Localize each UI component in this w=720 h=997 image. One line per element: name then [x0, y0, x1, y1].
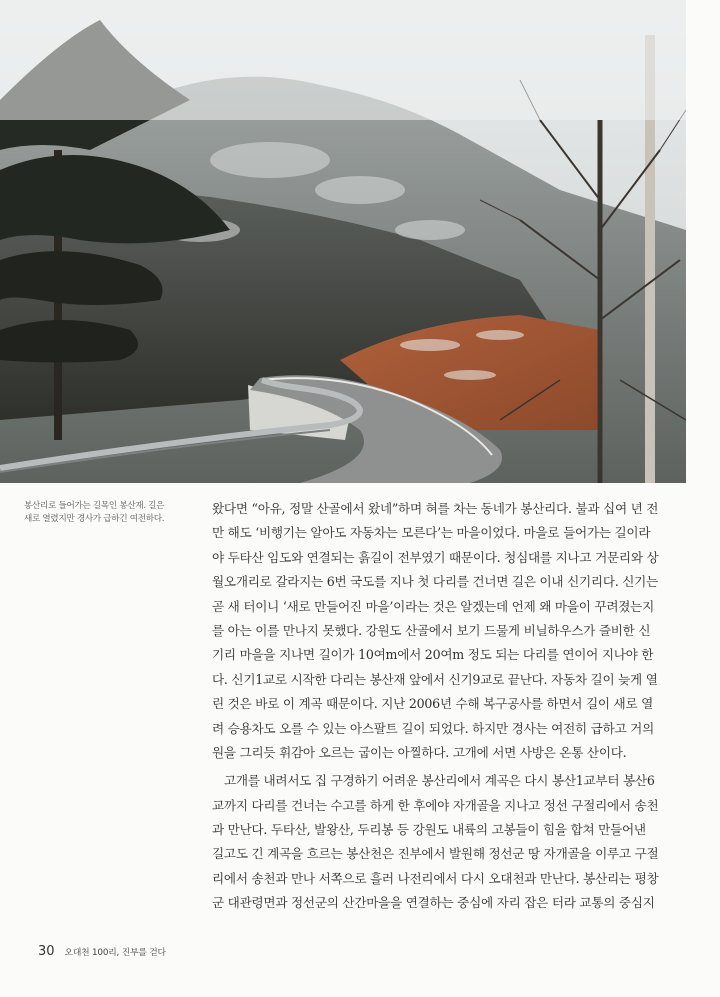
body-line: 고개를 내려서도 집 구경하기 어려운 봉산리에서 계곡은 다시 봉산1교부터 봉산6: [224, 773, 655, 789]
photo-caption: [24, 500, 224, 526]
body-line: 곧 새 터이니 ‘새로 만들어진 마을’이라는 것은 알겠는데 언제 왜 마을이 꾸려졌는지: [212, 598, 655, 614]
body-line: 만 해도 ‘비행기는 알아도 자동차는 모른다’는 마을이었다. 마을로 들어가는 길이라: [212, 525, 651, 541]
body-line: 월오개리로 갈라지는 6번 국도를 지나 첫 다리를 건너면 길은 이내 신기리다. 신기는: [212, 574, 659, 590]
caption-line: 새로 열렸지만 경사가 급하긴 여전하다.: [24, 514, 165, 524]
body-line: 길고도 긴 계곡을 흐르는 봉산천은 진부에서 발원해 정선군 땅 자개골을 이루고 구절: [212, 846, 659, 862]
body-line: 왔다면 “아유, 정말 산골에서 왔네”하며 혀를 차는 동네가 봉산리다. 불과 십여 년 전: [212, 501, 659, 516]
body-line: 려 승용차도 오를 수 있는 아스팔트 길이 되었다. 하지만 경사는 여전히 급하고 거의: [212, 720, 655, 736]
snowy-mountain-road-photo: [0, 0, 686, 483]
article-body: [212, 497, 690, 916]
page-footer: [38, 944, 166, 959]
caption-line: 봉산리로 들어가는 길목인 봉산재. 길은: [24, 501, 165, 511]
body-line: 군 대관령면과 정선군의 산간마을을 연결하는 중심에 자리 잡은 터라 교통의 중심지: [212, 895, 655, 911]
body-line: 원을 그리듯 휘감아 오르는 굽이는 아찔하다. 고개에 서면 사방은 온통 산이다.: [212, 744, 627, 760]
body-line: 리에서 송천과 만나 서쪽으로 흘러 나전리에서 다시 오대천과 만난다. 봉산리는 평창: [212, 870, 659, 886]
body-line: 과 만난다. 두타산, 발왕산, 두리봉 등 강원도 내륙의 고봉들이 힘을 합쳐 만들어낸: [212, 822, 646, 838]
body-line: 다. 신기1교로 시작한 다리는 봉산재 앞에서 신기9교로 끝난다. 자동차 길이 늦게 열: [212, 671, 658, 687]
page-number: 30: [38, 944, 55, 959]
body-line: 교까지 다리를 건너는 수고를 하게 한 후에야 자개골을 지나고 정선 구절리에서 송천: [212, 797, 659, 813]
body-line: 야 두타산 임도와 연결되는 흙길이 전부였기 때문이다. 청심대를 지나고 거문리와 상: [212, 549, 659, 565]
running-title: 오대천 100리, 진부를 걷다: [64, 948, 166, 958]
body-line: 를 아는 이를 만나지 못했다. 강원도 산골에서 보기 드물게 비닐하우스가 즐비한 신: [212, 622, 651, 638]
body-line: 린 것은 바로 이 계곡 때문이다. 지난 2006년 수해 복구공사를 하면서 길이 새로 열: [212, 696, 654, 712]
body-line: 기리 마을을 지나면 길이가 10여m에서 20여m 정도 되는 다리를 연이어 지나야 한: [212, 647, 654, 663]
